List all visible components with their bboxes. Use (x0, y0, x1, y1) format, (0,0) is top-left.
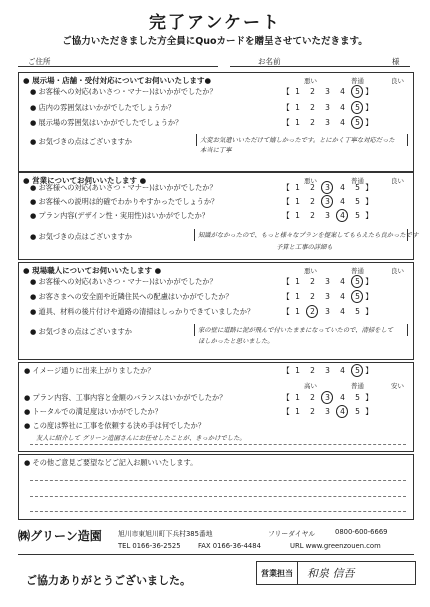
scale-option[interactable]: 2 (310, 366, 315, 375)
scale-option[interactable]: 2 (310, 87, 315, 96)
scale-option[interactable]: 4 (340, 197, 345, 206)
selected-answer-circle (351, 85, 363, 98)
scale-header-cheap: 安い (391, 382, 404, 390)
company-address: 旭川市東旭川町下兵村385番地 (118, 530, 213, 538)
thanks-text: ご協力ありがとうございました。 (26, 574, 191, 587)
scale-option[interactable]: 3 (325, 197, 330, 206)
scale-bracket: 】 (365, 292, 373, 301)
scale-option[interactable]: 5 (355, 407, 360, 416)
answer-line (30, 511, 406, 512)
question: ● お客様への対応(あいさつ・マナー)はいかがでしたか？ (30, 183, 217, 192)
scale-option[interactable]: 5 (355, 366, 360, 375)
scale-option[interactable]: 5 (355, 307, 360, 316)
scale-option[interactable]: 4 (340, 307, 345, 316)
rating-scale-row[interactable] (282, 210, 373, 221)
question: ● お客様への対応(あいさつ・マナー)はいかがでしたか？ (30, 87, 217, 96)
scale-option[interactable]: 3 (325, 87, 330, 96)
question: ● トータルでの満足度はいかがでしたか？ (24, 407, 162, 416)
selected-answer-circle (351, 101, 363, 114)
comment-label: ● お気づきの点はございますか (30, 232, 132, 241)
comment-label: ● お気づきの点はございますか (30, 137, 132, 146)
section-heading: ● 現場職人についてお伺いいたします ● (23, 266, 162, 275)
scale-header-good: 良い (391, 77, 404, 85)
question: ● 店内の雰囲気はいかがでしたでしょうか？ (30, 103, 176, 112)
fax: FAX 0166-36-4484 (198, 542, 261, 550)
address-line (18, 66, 218, 67)
name-line (230, 66, 410, 67)
scale-option[interactable]: 1 (295, 277, 300, 286)
footer-divider (18, 554, 414, 555)
scale-header-bad: 悪い (304, 267, 317, 275)
scale-bracket: 】 (365, 277, 373, 286)
scale-bracket: 【 (282, 118, 290, 127)
selected-answer-circle (351, 116, 363, 129)
scale-bracket: 】 (365, 307, 373, 316)
question: ● お客様への対応(あいさつ・マナー)はいかがでしたか？ (30, 277, 217, 286)
handwritten-comment: 知識がなかったので、もっと様々なプランを提案してもらえたら良かったです (198, 232, 419, 239)
answer-line (30, 444, 406, 445)
scale-option[interactable]: 5 (355, 87, 360, 96)
rating-scale-row[interactable] (282, 306, 373, 317)
scale-option[interactable]: 1 (295, 183, 300, 192)
scale-bracket: 【 (282, 407, 290, 416)
scale-option[interactable]: 2 (310, 277, 315, 286)
scale-option[interactable]: 4 (340, 211, 345, 220)
scale-option[interactable]: 1 (295, 103, 300, 112)
honorific-label: 様 (392, 57, 400, 66)
name-label: お名前 (258, 57, 281, 66)
scale-option[interactable]: 5 (355, 197, 360, 206)
scale-bracket: 【 (282, 366, 290, 375)
scale-header-bad: 悪い (304, 177, 317, 185)
scale-option[interactable]: 1 (295, 292, 300, 301)
scale-bracket: 【 (282, 393, 290, 402)
selected-answer-circle (351, 290, 363, 303)
selected-answer-circle (351, 364, 363, 377)
selected-answer-circle (351, 275, 363, 288)
freedial-number: 0800-600-6669 (335, 528, 388, 536)
scale-option[interactable]: 1 (295, 87, 300, 96)
tel: TEL 0166-36-2525 (118, 542, 181, 550)
scale-option[interactable]: 4 (340, 87, 345, 96)
scale-option[interactable]: 5 (355, 118, 360, 127)
scale-header-normal: 普通 (351, 267, 364, 275)
scale-bracket: 】 (365, 197, 373, 206)
scale-bracket: 】 (365, 87, 373, 96)
scale-header-bad: 悪い (304, 77, 317, 85)
url: URL www.greenzouen.com (290, 542, 381, 550)
scale-option[interactable]: 2 (310, 211, 315, 220)
answer-line (30, 480, 406, 481)
scale-header-normal: 普通 (351, 177, 364, 185)
scale-bracket: 【 (282, 103, 290, 112)
scale-header-normal: 普通 (351, 382, 364, 390)
scale-option[interactable]: 3 (325, 393, 330, 402)
scale-option[interactable]: 5 (355, 183, 360, 192)
selected-answer-circle (321, 195, 333, 208)
scale-option[interactable]: 4 (340, 292, 345, 301)
question: ● プラン内容、工事内容と金額のバランスはいかがでしたか？ (24, 393, 227, 402)
scale-bracket: 】 (365, 407, 373, 416)
scale-option[interactable]: 3 (325, 183, 330, 192)
scale-option[interactable]: 3 (325, 292, 330, 301)
scale-option[interactable]: 3 (325, 118, 330, 127)
scale-option[interactable]: 2 (310, 407, 315, 416)
scale-bracket: 【 (282, 183, 290, 192)
handwritten-comment: 大変お気遣いいただけて嬉しかったです。とにかく丁寧な対応だった (200, 137, 395, 144)
question: ● お客さまへの安全面や近隣住民への配慮はいかがでしたか？ (30, 292, 233, 301)
scale-header-good: 良い (391, 177, 404, 185)
scale-option[interactable]: 2 (310, 103, 315, 112)
scale-option[interactable]: 1 (295, 366, 300, 375)
scale-option[interactable]: 4 (340, 183, 345, 192)
scale-option[interactable]: 5 (355, 277, 360, 286)
question: ● プラン内容(デザイン性・実用性)はいかがでしたか？ (30, 211, 209, 220)
scale-option[interactable]: 4 (340, 277, 345, 286)
handwritten-comment: 予算と工事の詳細も (276, 244, 333, 251)
handwritten-answer: 友人に紹介して グリーン造園さんにお任せしたことが、きっかけでした。 (36, 435, 246, 442)
handwritten-comment: ほしかったと思いました。 (198, 338, 274, 345)
selected-answer-circle (336, 405, 348, 418)
scale-bracket: 【 (282, 292, 290, 301)
scale-option[interactable]: 2 (310, 118, 315, 127)
scale-bracket: 】 (365, 103, 373, 112)
scale-option[interactable]: 1 (295, 307, 300, 316)
scale-bracket: 】 (365, 183, 373, 192)
comment-label: ● お気づきの点はございますか (30, 327, 132, 336)
freedial-label: フリーダイヤル (268, 530, 316, 538)
scale-option[interactable]: 3 (325, 407, 330, 416)
rating-scale-row[interactable] (282, 406, 373, 417)
scale-option[interactable]: 1 (295, 393, 300, 402)
scale-header-high: 高い (304, 382, 317, 390)
scale-bracket: 】 (365, 366, 373, 375)
scale-option[interactable]: 2 (310, 307, 315, 316)
survey-title: 完了アンケート (149, 13, 281, 33)
scale-option[interactable]: 3 (325, 103, 330, 112)
scale-option[interactable]: 5 (355, 103, 360, 112)
scale-option[interactable]: 2 (310, 183, 315, 192)
question: ● 道具、材料の後片付けや道路の清掃はしっかりできていましたか？ (30, 307, 255, 316)
section-heading: ● 展示場・店舗・受付対応についてお伺いいたします● (23, 76, 212, 85)
comment-bracket (194, 229, 408, 241)
scale-option[interactable]: 1 (295, 211, 300, 220)
scale-option[interactable]: 2 (310, 292, 315, 301)
section-heading: ● 営業についてお伺いいたします ● (23, 176, 147, 185)
scale-option[interactable]: 4 (340, 366, 345, 375)
scale-bracket: 【 (282, 277, 290, 286)
scale-option[interactable]: 3 (325, 307, 330, 316)
intro-text: ご協力いただきました方全員にQuoカードを贈呈させていただきます。 (62, 36, 368, 47)
scale-bracket: 】 (365, 211, 373, 220)
company-logo: ㈱グリーン造園 (18, 529, 102, 543)
staff-box (256, 561, 416, 585)
selected-answer-circle (336, 209, 348, 222)
scale-option[interactable]: 5 (355, 393, 360, 402)
staff-name: 和泉 信吾 (307, 567, 355, 580)
handwritten-comment: 本当に丁寧 (200, 147, 232, 154)
scale-bracket: 【 (282, 211, 290, 220)
scale-header-good: 良い (391, 267, 404, 275)
scale-option[interactable]: 4 (340, 393, 345, 402)
scale-bracket: 【 (282, 307, 290, 316)
answer-line (30, 496, 406, 497)
question: ● その他ご意見ご要望などご記入お願いいたします。 (24, 458, 198, 467)
scale-option[interactable]: 2 (310, 393, 315, 402)
scale-option[interactable]: 3 (325, 211, 330, 220)
scale-bracket: 】 (365, 118, 373, 127)
selected-answer-circle (321, 181, 333, 194)
scale-bracket: 【 (282, 87, 290, 96)
scale-option[interactable]: 2 (310, 197, 315, 206)
selected-answer-circle (306, 305, 318, 318)
scale-option[interactable]: 1 (295, 407, 300, 416)
scale-option[interactable]: 4 (340, 103, 345, 112)
scale-option[interactable]: 4 (340, 407, 345, 416)
scale-option[interactable]: 4 (340, 118, 345, 127)
scale-option[interactable]: 5 (355, 292, 360, 301)
selected-answer-circle (321, 391, 333, 404)
comment-bracket (194, 324, 408, 336)
scale-option[interactable]: 1 (295, 197, 300, 206)
address-label: ご住所 (28, 57, 51, 66)
scale-header-normal: 普通 (351, 77, 364, 85)
scale-bracket: 】 (365, 393, 373, 402)
comment-bracket (196, 134, 408, 146)
question: ● この度は弊社に工事を依頼する決め手は何でしたか？ (24, 421, 206, 430)
scale-option[interactable]: 3 (325, 366, 330, 375)
staff-label: 営業担当 (257, 562, 298, 584)
scale-bracket: 【 (282, 197, 290, 206)
scale-option[interactable]: 5 (355, 211, 360, 220)
question: ● 展示場の雰囲気はいかがでしたでしょうか？ (30, 118, 183, 127)
handwritten-comment: 家の壁に道路に泥が飛んで付いたままになっていたので、清掃をして (198, 327, 394, 334)
scale-option[interactable]: 3 (325, 277, 330, 286)
question: ● お客様への説明は的確でわかりやすかったでしょうか？ (30, 197, 219, 206)
question: ● イメージ通りに出来上がりましたか？ (24, 366, 155, 375)
scale-option[interactable]: 1 (295, 118, 300, 127)
